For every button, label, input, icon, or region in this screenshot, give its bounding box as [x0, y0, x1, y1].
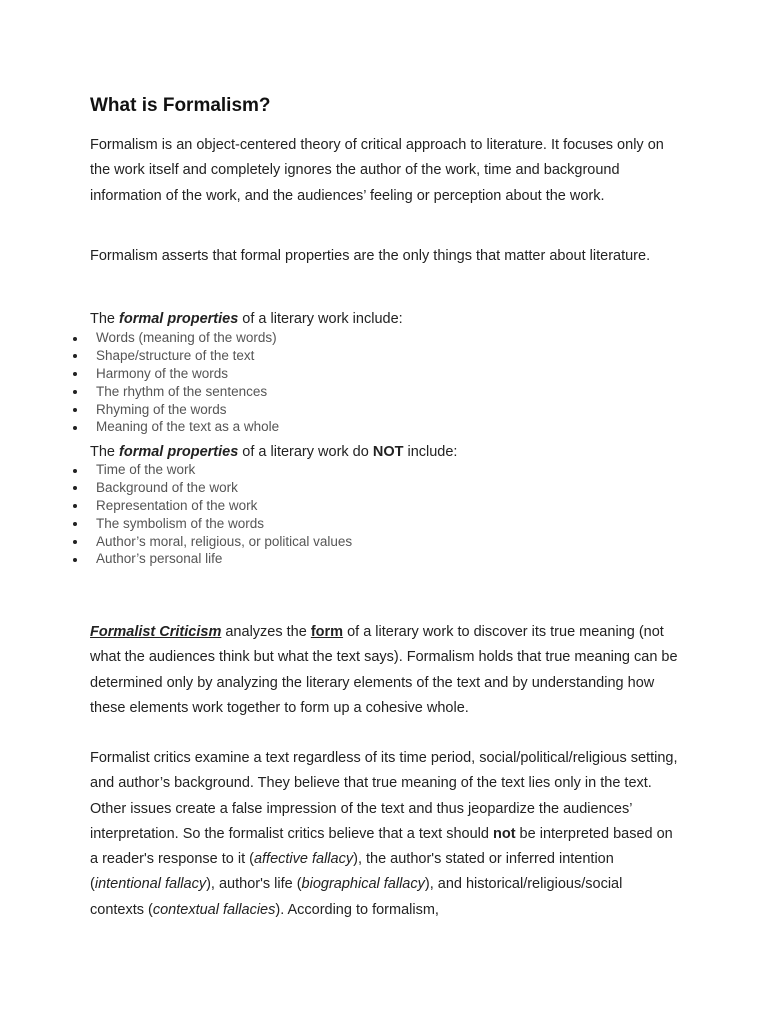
list-item-text: Harmony of the words: [96, 365, 229, 381]
bullet-dot-icon: [73, 486, 77, 490]
include-lead-post: of a literary work include:: [238, 311, 403, 327]
exclude-lead-post: include:: [403, 444, 458, 460]
intentional-fallacy: intentional fallacy: [94, 876, 207, 893]
contextual-fallacies: contextual fallacies: [152, 901, 276, 918]
list-item-text: Background of the work: [96, 479, 238, 495]
bullet-dot-icon: [73, 408, 77, 412]
criticism-term: Formalist Criticism: [90, 624, 222, 640]
include-lead-pre: The: [90, 311, 120, 327]
critics-paragraph: [90, 746, 680, 923]
list-item-text: The rhythm of the sentences: [96, 383, 268, 399]
exclude-lead-pre: The: [90, 444, 120, 460]
bullet-dot-icon: [73, 354, 77, 358]
critics-text-f: ). According to formalism,: [275, 901, 439, 918]
bullet-dot-icon: [73, 372, 77, 376]
exclude-lead-mid: of a literary work do: [238, 444, 373, 460]
bullet-dot-icon: [73, 558, 77, 562]
bullet-dot-icon: [73, 522, 77, 526]
bullet-dot-icon: [73, 469, 77, 473]
list-item-text: Words (meaning of the words): [96, 330, 277, 345]
bullet-dot-icon: [73, 540, 77, 544]
list-item-text: Author’s personal life: [96, 551, 223, 567]
assertion-paragraph: Formalism asserts that formal properties are the only things that matter about literature.: [90, 248, 651, 264]
critics-text-d: ), author's life (: [206, 876, 302, 893]
exclude-lead-term: formal properties: [119, 444, 239, 460]
bullet-dot-icon: [73, 390, 77, 394]
list-item-text: Meaning of the text as a whole: [96, 419, 280, 435]
list-item-text: The symbolism of the words: [96, 515, 265, 531]
critics-text-b: be interpreted based on a reader's response to it (: [90, 825, 673, 868]
bullet-dot-icon: [73, 426, 77, 430]
criticism-text-a: analyzes the: [221, 624, 311, 640]
critics-text-a: Formalist critics examine a text regardless of its time period, social/political/religious setting, and author’s background. They believe that true meaning of the text lies only in the text. Other issues create a false impression of the text and thus jeopardize the audiences’ interpretation. So the formalist critics believe that a text should: [90, 750, 678, 842]
include-lead: [90, 309, 403, 329]
criticism-paragraph: [90, 620, 680, 721]
biographical-fallacy: biographical fallacy: [301, 876, 425, 893]
list-item-text: Author’s moral, religious, or political values: [96, 533, 353, 549]
list-item-text: Time of the work: [96, 462, 196, 477]
form-term: form: [310, 624, 344, 640]
criticism-text-b: of a literary work to discover its true meaning (not what the audiences think but what the text says). Formalism holds that true meaning can be determined only by analyzing the literary elements of the text and by understanding how these elements work together to form up a cohesive whole.: [90, 624, 678, 716]
critics-text-e: ), and historical/religious/social contexts (: [90, 876, 623, 918]
exclude-lead-not: NOT: [372, 444, 404, 460]
bullet-dot-icon: [73, 337, 77, 341]
include-lead-term: formal properties: [119, 311, 239, 327]
critics-text-c: ), the author's stated or inferred intention (: [90, 851, 614, 893]
list-item-text: Representation of the work: [96, 497, 258, 513]
list-item-text: Rhyming of the words: [96, 401, 227, 417]
affective-fallacy: affective fallacy: [253, 851, 354, 868]
intro-paragraph: Formalism is an object-centered theory of critical approach to literature. It focuses only on the work itself and completely ignores the author of the work, time and background information of the work, and the audiences’ feeling or perception about the work.: [90, 137, 664, 204]
exclude-lead: [90, 442, 457, 462]
list-item-text: Shape/structure of the text: [96, 347, 255, 363]
critics-not: not: [492, 825, 516, 842]
bullet-dot-icon: [73, 504, 77, 508]
page-title: What is Formalism?: [90, 95, 271, 116]
